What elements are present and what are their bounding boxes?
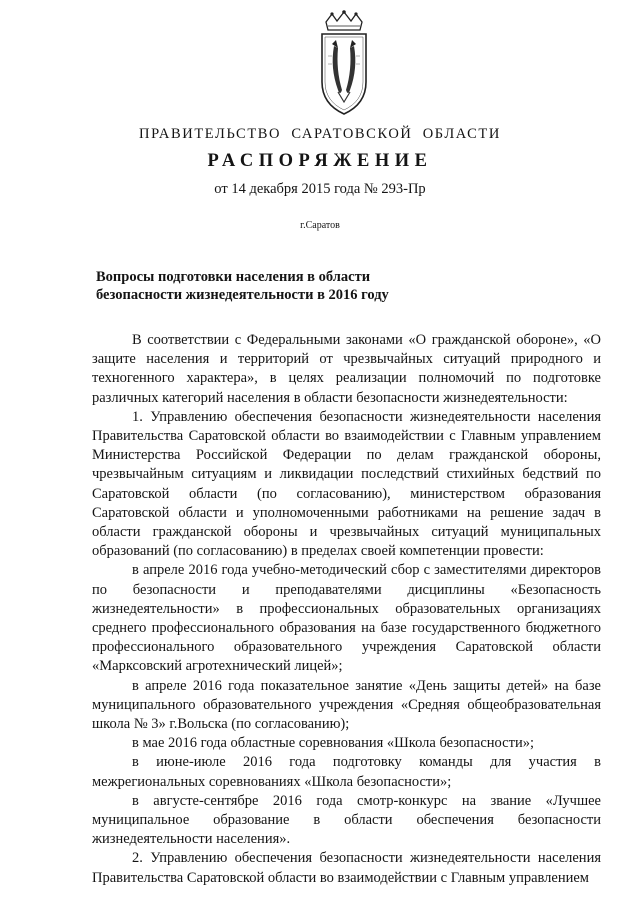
- saratov-coat-of-arms-icon: [318, 10, 370, 118]
- body-paragraph: в июне-июле 2016 года подготовку команды для участия в межрегиональных соревнованиях «Школа безопасности»;: [92, 754, 601, 790]
- body-paragraph: в августе-сентябре 2016 года смотр-конкурс на звание «Лучшее муниципальное образование в области обеспечения безопасности жизнедеятельности населения».: [92, 792, 601, 848]
- body-paragraph: 2. Управлению обеспечения безопасности жизнедеятельности населения Правительства Саратовской области во взаимодействии с Главным управлением: [92, 850, 601, 886]
- document-date-number: от 14 декабря 2015 года № 293-Пр: [214, 181, 426, 197]
- body-paragraph: 1. Управлению обеспечения безопасности жизнедеятельности населения Правительства Саратовской области во взаимодействии с Главным управлением Министерства Российской Федерации по делам гражданской обороны, чрезвычайным ситуациям и ликвидации последствий стихийных бедствий по Саратовской области (по согласованию), министерством образования Саратовской области и уполномоченными работниками на решение задач в области гражданской обороны и чрезвычайных ситуаций муниципальных образований (по согласованию) в пределах своей компетенции провести:: [92, 408, 601, 560]
- document-body: [92, 331, 601, 888]
- government-name: ПРАВИТЕЛЬСТВО САРАТОВСКОЙ ОБЛАСТИ: [139, 126, 501, 142]
- subject-line: Вопросы подготовки населения в области: [96, 269, 371, 285]
- document-type: РАСПОРЯЖЕНИЕ: [207, 151, 433, 171]
- document-subject: [96, 268, 456, 304]
- body-paragraph: в мае 2016 года областные соревнования «Школа безопасности»;: [132, 735, 534, 752]
- document-city: г.Саратов: [300, 220, 340, 231]
- body-paragraph: в апреле 2016 года показательное занятие «День защиты детей» на базе муниципального образовательного учреждения «Средняя общеобразовательная школа № 3» г.Вольска (по согласованию);: [92, 677, 601, 733]
- body-paragraph: В соответствии с Федеральными законами «О гражданской обороне», «О защите населения и территорий от чрезвычайных ситуаций природного и техногенного характера», в целях реализации полномочий по подготовке различных категорий населения в области безопасности жизнедеятельности:: [92, 332, 601, 406]
- subject-line: безопасности жизнедеятельности в 2016 году: [96, 287, 389, 303]
- body-paragraph: в апреле 2016 года учебно-методический сбор с заместителями директоров по безопасности и преподавателями дисциплины «Безопасность жизнедеятельности» в профессиональных образовательных организациях среднего профессионального образования на базе государственного бюджетного профессионального образовательного учреждения Саратовской области «Марксовский агротехнический лицей»;: [92, 562, 601, 675]
